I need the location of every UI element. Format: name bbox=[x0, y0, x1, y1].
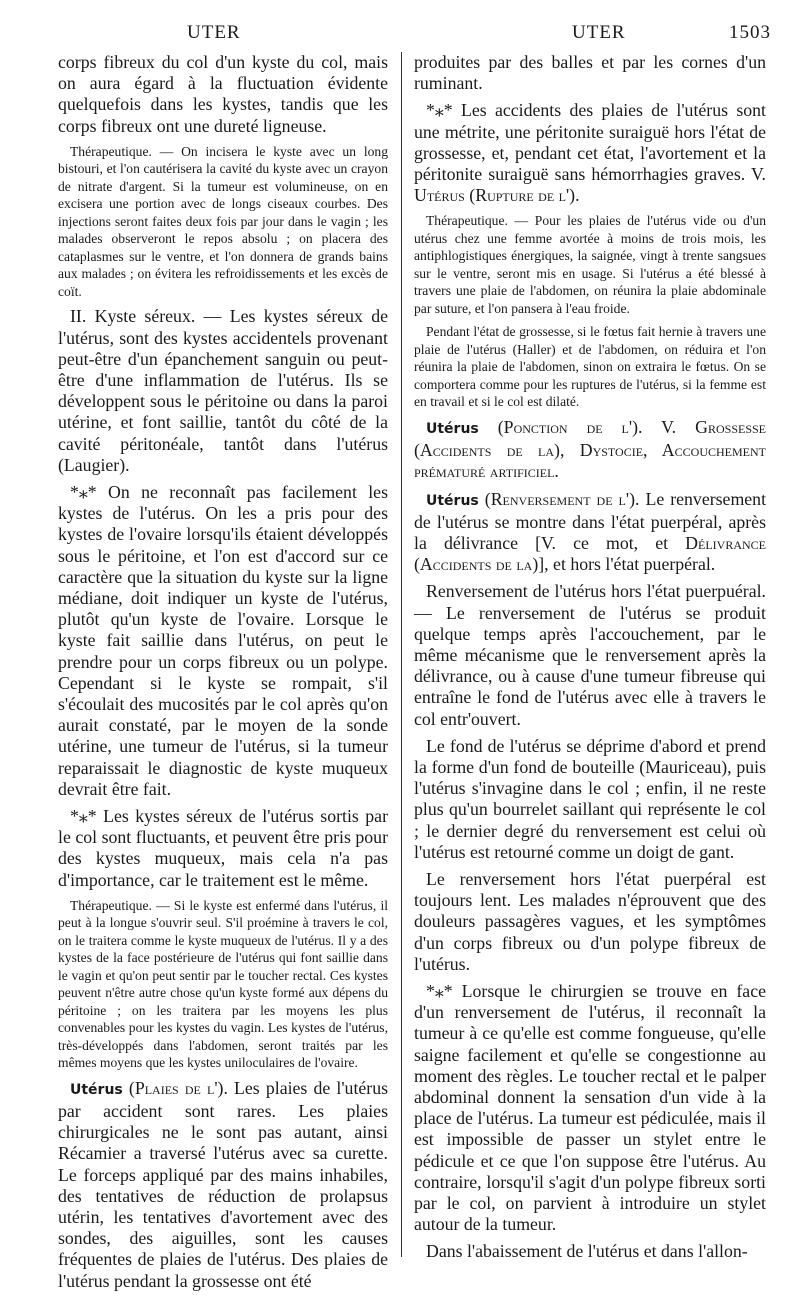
text-run: — Pour les plaies de l'utérus vide ou d'un utérus chez une femme avortée à moins de trois mois, les antiphlogistiques énergiques, la saignée, vingt à trente sangsues sur le ventre, seront mis en usage. Si l'utérus a été blessé à travers une plaie de l'abdomen, on réunira la plaie abdominale par suture, et l'on pansera à l'eau froide. bbox=[414, 213, 766, 316]
text-run: corps fibreux du col d'un kyste du col, mais on aura égard à la fluctuation évidente quelquefois dans les kystes, tandis que les corps fibreux ont une dureté ligneuse. bbox=[58, 52, 388, 136]
text-run: ], et hors l'état puerpéral. bbox=[538, 554, 716, 575]
text-run: *⁎* Les accidents des plaies de l'utérus sont une métrite, une péritonite suraiguë hors l'état de grossesse, et, pendant cet état, l'avortement et la péritonite suraiguë sans hémorrhagies graves. V. bbox=[414, 100, 766, 185]
text-run: Kyste séreux. bbox=[94, 306, 196, 327]
text-run: Thérapeutique. bbox=[426, 213, 508, 229]
paragraph bbox=[58, 306, 388, 476]
paragraph bbox=[414, 417, 766, 483]
text-run: produites par des balles et par les cornes d'un ruminant. bbox=[414, 52, 766, 94]
paragraph bbox=[58, 482, 388, 800]
text-run: Renversement de l'utérus hors l'état puerpuéral. bbox=[426, 581, 766, 602]
paragraph bbox=[414, 100, 766, 206]
paragraph bbox=[58, 52, 388, 137]
text-run: (Ponction de l'). V. Grossesse (Accidents de la), Dystocie, Accouchement prématuré artificiel. bbox=[414, 416, 766, 482]
text-run: Le renversement hors l'état puerpéral est toujours lent. Les malades n'éprouvent que des douleurs passagères vagues, et les symptômes d'un corps fibreux ou d'un polype fibreux de l'utérus. bbox=[414, 868, 766, 974]
text-run: Délivrance (Accidents de la) bbox=[414, 532, 766, 575]
text-run: II. bbox=[70, 306, 95, 327]
text-run: (Renversement de l'). bbox=[478, 488, 640, 509]
text-run: — Le renversement de l'utérus se produit quelque temps après l'accouchement, par le même mécanisme que le renversement après la délivrance, ou à cause d'une tumeur fibreuse qui entraîne le fond de l'utérus avec elle à travers le col entr'ouvert. bbox=[414, 602, 766, 729]
paragraph bbox=[414, 581, 766, 729]
right-column bbox=[414, 52, 766, 1269]
text-run: Le fond de l'utérus se déprime d'abord et prend la forme d'un fond de bouteille (Mauriceau), puis l'utérus s'invagine dans le col ; enfin, il ne reste plus qu'un bourrelet saillant qui représente le col ; le dernier degré du renversement est celui où l'utérus est retourné comme un doigt de gant. bbox=[414, 735, 766, 862]
paragraph bbox=[414, 212, 766, 317]
paragraph bbox=[414, 981, 766, 1235]
text-run: Thérapeutique. bbox=[70, 143, 152, 159]
text-run: Le renversement de l'utérus se montre dans l'état puerpéral, après la délivrance [V. ce mot, et bbox=[414, 488, 767, 553]
text-run: *⁎* Les kystes séreux de l'utérus sortis par le col sont fluctuants, et peuvent être pris pour des kystes muqueux, mais cela n'a pas d'importance, car le traitement est le même. bbox=[58, 805, 388, 890]
text-run: Utérus bbox=[426, 492, 479, 509]
paragraph bbox=[414, 736, 766, 863]
text-run: Pendant l'état de grossesse, si le fœtus fait hernie à travers une plaie de l'utérus (Haller) et de l'abdomen, on réduira et l'on réunira la plaie de l'abdomen, sinon on extraira le fœtus. On se comportera comme pour les ruptures de l'utérus, si la femme est en travail et si le col est dilaté. bbox=[414, 324, 766, 410]
paragraph bbox=[58, 897, 388, 1072]
text-run: Utérus bbox=[70, 1081, 123, 1098]
paragraph bbox=[414, 1241, 766, 1262]
paragraph bbox=[414, 869, 766, 975]
paragraph bbox=[58, 806, 388, 891]
paragraph bbox=[414, 489, 766, 576]
text-run: Utérus (Rupture de l'). bbox=[414, 185, 580, 206]
text-run: *⁎* On ne reconnaît pas facilement les kystes de l'utérus. On les a pris pour des kystes de l'ovaire lorsqu'ils étaient développés sous le péritoine, et l'on est d'accord sur ce caractère que la situation du kyste sur la ligne médiane, doit indiquer un kyste de l'utérus, plutôt qu'un kyste de l'ovaire. Lorsque le kyste fait saillie dans l'utérus, on peut le prendre pour un corps fibreux ou un polype. Cependant si le kyste se rompait, s'il s'écoulait des mucosités par le col après qu'on aurait constaté, par le moyen de la sonde utérine, une tumeur de l'utérus, si la tumeur reparaissait le diagnostic de kyste muqueux devrait être fait. bbox=[58, 481, 388, 799]
running-head-right: UTER bbox=[572, 22, 626, 43]
text-run: — Si le kyste est enfermé dans l'utérus, il peut à la longue s'ouvrir seul. S'il proémine à travers le col, on le traitera comme le kyste muqueux de l'utérus. Il y a des kystes de la face postérieure de l'utérus qui font saillie dans le vagin et qu'on peut sentir par le toucher rectal. Ces kystes peuvent n'être autre chose qu'un kyste formé aux dépens du péritoine ; on les traitera par les moyens les plus convenables pour les kystes du vagin. Les kystes de l'utérus, très-développés dans l'abdomen, seront traités par les mêmes moyens que les kystes uniloculaires de l'ovaire. bbox=[58, 897, 388, 1071]
running-head-left: UTER bbox=[187, 22, 241, 43]
paragraph bbox=[58, 1078, 388, 1292]
paragraph bbox=[414, 52, 766, 94]
text-run: Thérapeutique. bbox=[70, 897, 152, 913]
text-run: Les plaies de l'utérus par accident sont rares. Les plaies chirurgicales ne le sont pas autant, ainsi Récamier a traversé l'utérus avec sa curette. Le forceps appliqué par des mains inhabiles, des tentatives de réduction de prolapsus utérin, les tentatives d'avortement avec des sondes, des aiguilles, sont les causes fréquentes de plaies de l'utérus. Des plaies de l'utérus pendant la grossesse ont été bbox=[58, 1077, 389, 1291]
paragraph bbox=[58, 143, 388, 301]
text-run: *⁎* Lorsque le chirurgien se trouve en face d'un renversement de l'utérus, il reconnaît la tumeur à ce qu'elle est comme fongueuse, qu'elle saigne facilement et qu'elle se congestionne au moment des règles. Le toucher rectal et le palper abdominal donnent la sensation d'un vide à la place de l'utérus. La tumeur est pédiculée, mais il est impossible de passer un stylet entre le pédicule et ce que l'on suppose être l'utérus. Au contraire, lorsqu'il s'agit d'un polype fibreux sorti par le col, on parvient à introduire un stylet autour de la tumeur. bbox=[414, 981, 766, 1235]
text-run: (Plaies de l'). bbox=[122, 1077, 228, 1098]
text-run: Dans l'abaissement de l'utérus et dans l'allon- bbox=[426, 1241, 748, 1262]
left-column bbox=[58, 52, 388, 1298]
column-rule bbox=[401, 52, 402, 1257]
paragraph bbox=[414, 323, 766, 411]
page-number: 1503 bbox=[729, 22, 771, 43]
text-run: — Les kystes séreux de l'utérus, sont des kystes accidentels provenant peut-être d'un épanchement sanguin ou peut-être d'une inflammation de l'utérus. Ils se développent sous le péritoine ou dans la paroi utérine, et font saillie, tantôt du côté de la cavité péritonéale, tantôt dans l'utérus (Laugier). bbox=[58, 306, 389, 475]
text-run: Utérus bbox=[426, 420, 479, 437]
text-run: — On incisera le kyste avec un long bistouri, et l'on cautérisera la cavité du kyste avec un crayon de nitrate d'argent. Si la tumeur est volumineuse, on en excisera une portion avec de longs ciseaux courbes. Des injections seront faites deux fois par jour dans le vagin ; les malades observeront le repos absolu ; on placera des cataplasmes sur le ventre, et l'on donnera de grands bains aux malades ; on évitera les refroidissements et les excès de coït. bbox=[58, 143, 388, 299]
